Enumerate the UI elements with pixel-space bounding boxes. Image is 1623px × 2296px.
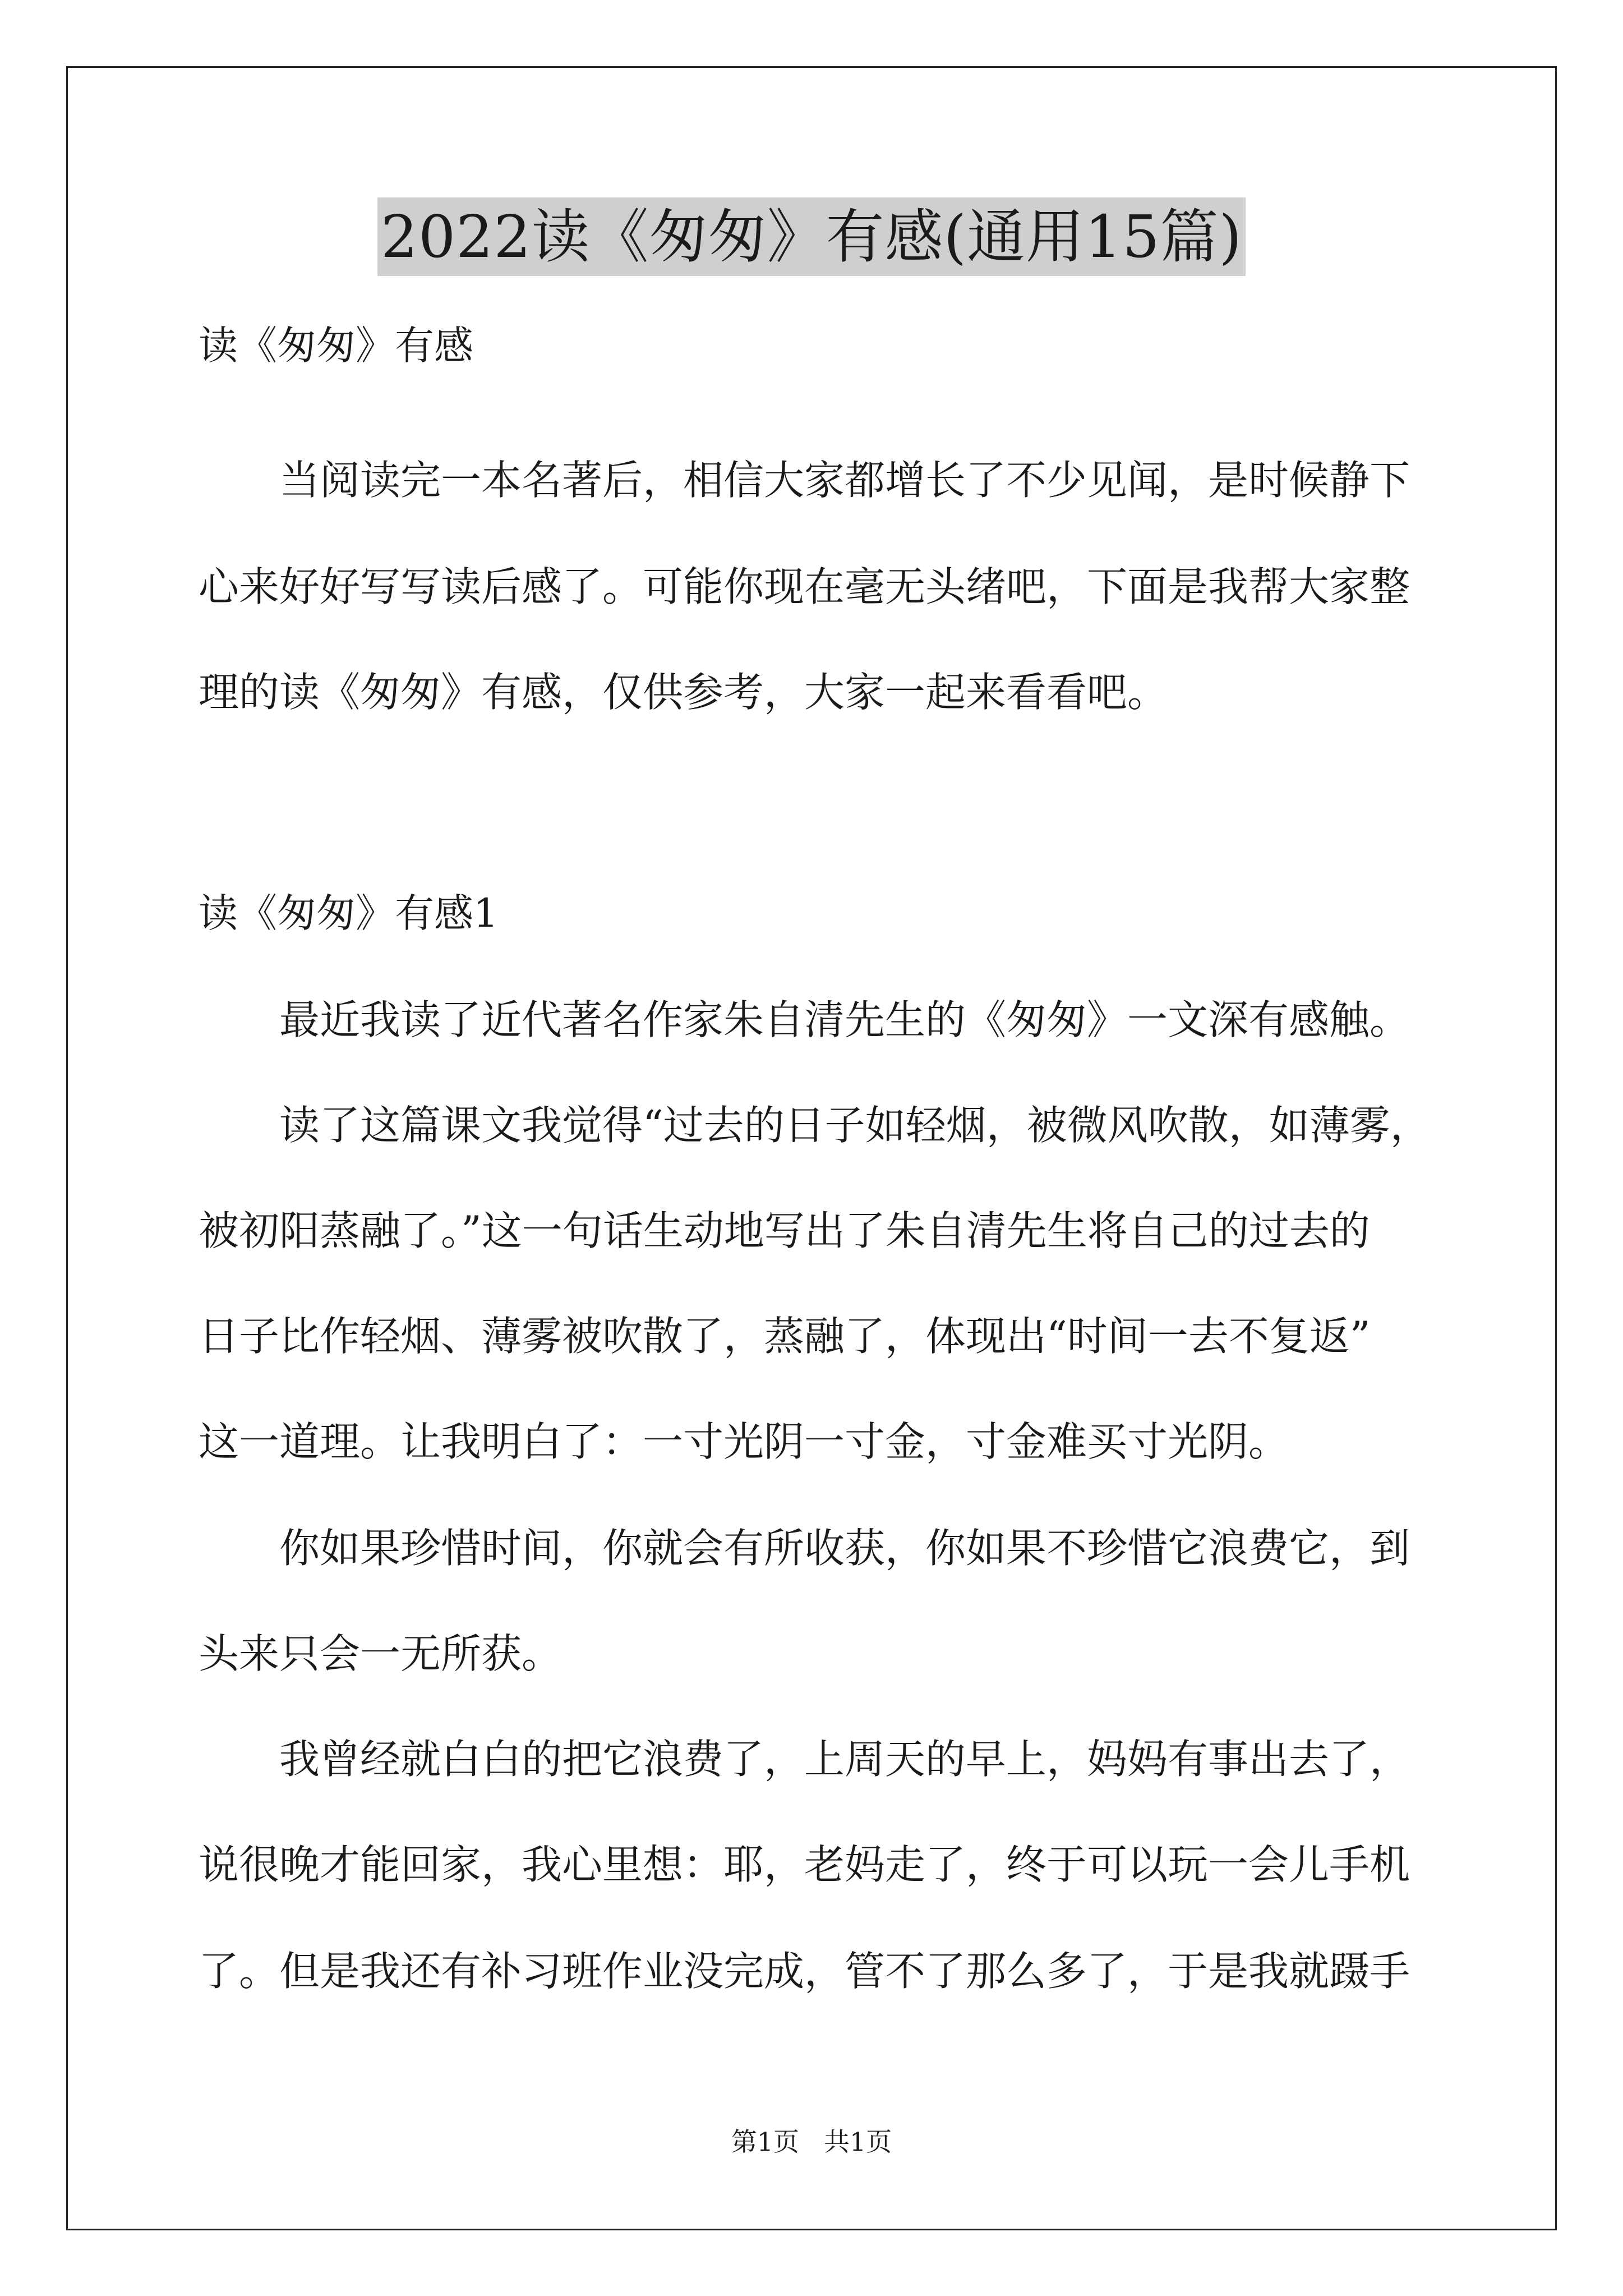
intro-heading: 读《匆匆》有感 — [199, 323, 473, 369]
page-number: 第1页 — [731, 2127, 800, 2157]
section1-heading: 读《匆匆》有感1 — [199, 890, 499, 936]
page-footer — [0, 2125, 1623, 2159]
page-total: 共1页 — [823, 2127, 892, 2157]
intro-line-2: 心来好好写写读后感了。可能你现在毫无头绪吧，下面是我帮大家整 — [199, 563, 1410, 610]
section1-line-9: 说很晚才能回家，我心里想：耶，老妈走了，终于可以玩一会儿手机 — [199, 1841, 1410, 1888]
intro-line-1: 当阅读完一本名著后，相信大家都增长了不少见闻，是时候静下 — [279, 457, 1410, 504]
intro-line-3: 理的读《匆匆》有感，仅供参考，大家一起来看看吧。 — [199, 669, 1168, 716]
section1-line-8: 我曾经就白白的把它浪费了，上周天的早上，妈妈有事出去了， — [279, 1736, 1410, 1783]
section1-line-10: 了。但是我还有补习班作业没完成，管不了那么多了，于是我就蹑手 — [199, 1948, 1410, 1995]
section1-line-7: 头来只会一无所获。 — [199, 1630, 562, 1677]
section1-line-1: 最近我读了近代著名作家朱自清先生的《匆匆》一文深有感触。 — [279, 996, 1410, 1043]
title-container — [0, 197, 1623, 276]
section1-line-6: 你如果珍惜时间，你就会有所收获，你如果不珍惜它浪费它，到 — [279, 1525, 1410, 1572]
section1-line-5: 这一道理。让我明白了：一寸光阴一寸金，寸金难买寸光阴。 — [199, 1418, 1289, 1465]
document-title: 2022读《匆匆》有感(通用15篇) — [377, 197, 1246, 276]
section1-line-2: 读了这篇课文我觉得“过去的日子如轻烟，被微风吹散，如薄雾， — [279, 1102, 1431, 1149]
section1-line-3: 被初阳蒸融了。”这一句话生动地写出了朱自清先生将自己的过去的 — [199, 1207, 1370, 1254]
section1-line-4: 日子比作轻烟、薄雾被吹散了，蒸融了，体现出“时间一去不复返” — [199, 1313, 1371, 1360]
footer-spacer — [799, 2127, 824, 2157]
